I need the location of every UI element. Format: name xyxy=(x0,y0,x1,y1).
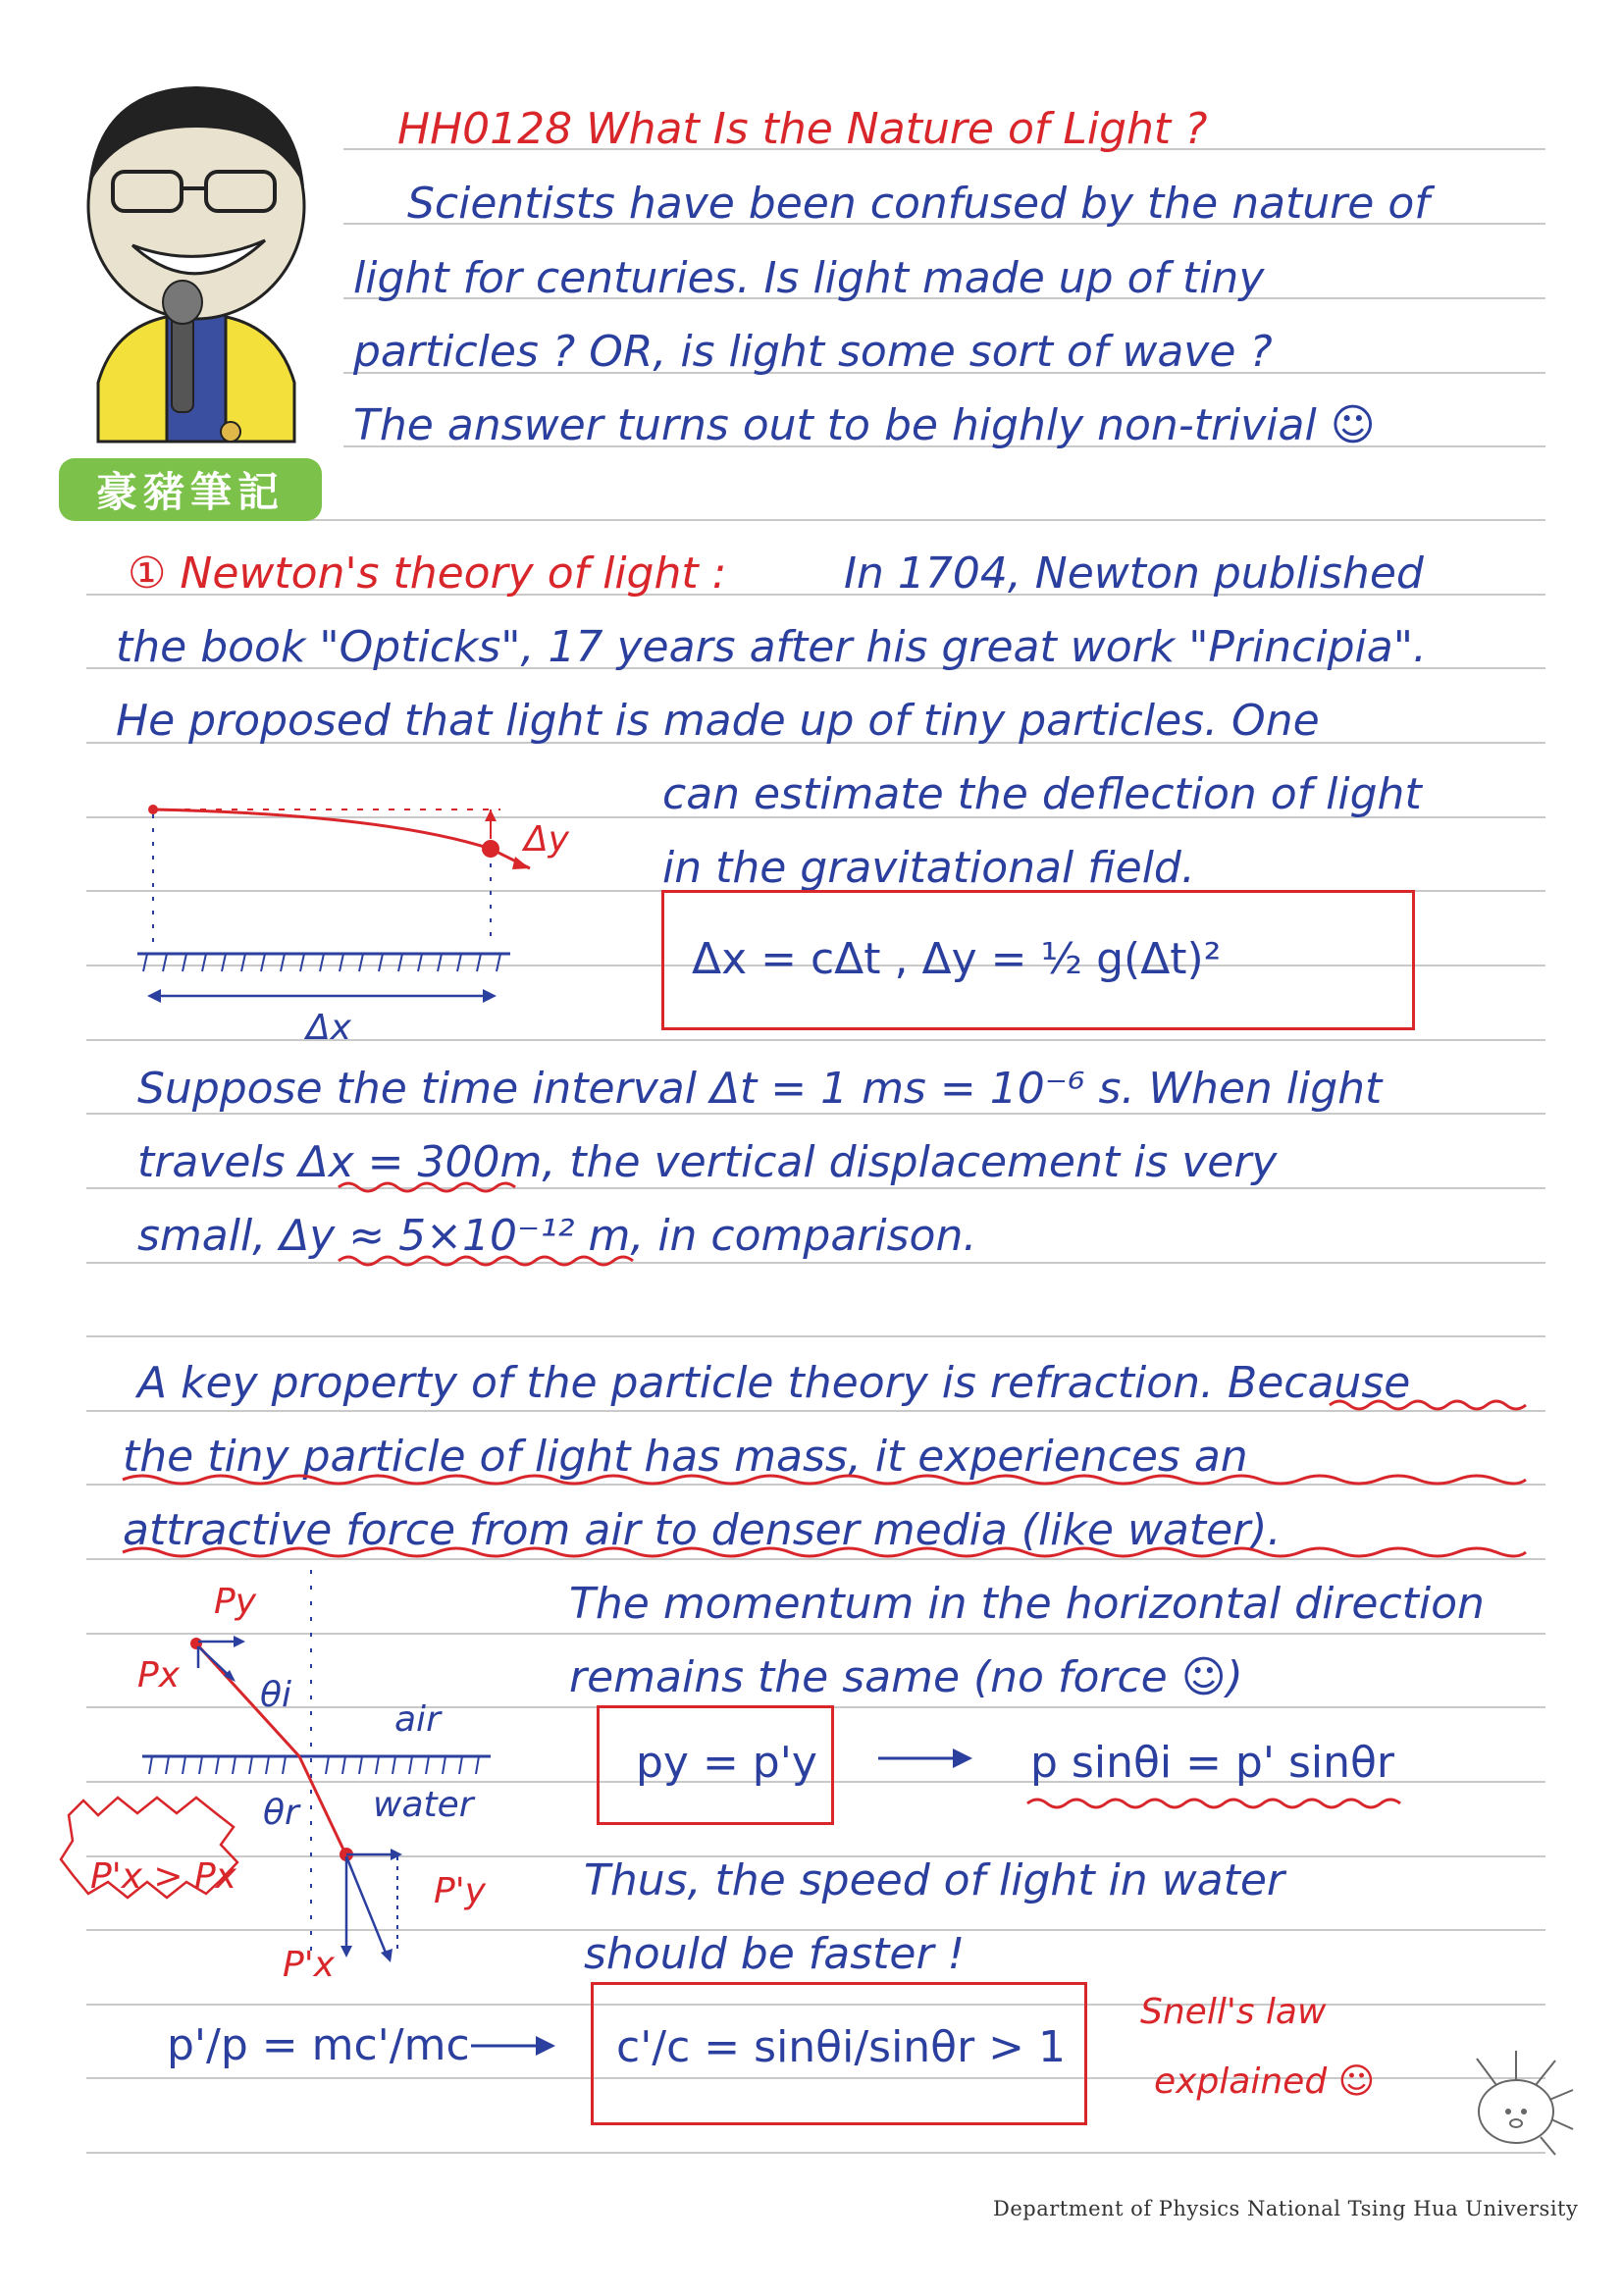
implies-arrow-2 xyxy=(469,2034,557,2058)
px-prime-label: P'x xyxy=(283,1945,335,1985)
py-prime-label: P'y xyxy=(434,1871,486,1911)
section2-line-3: attractive force from air to denser media (like water). xyxy=(123,1505,1282,1555)
intro-line-4: The answer turns out to be highly non-trivial ☺ xyxy=(353,400,1376,450)
page-title: HH0128 What Is the Nature of Light ? xyxy=(397,104,1208,154)
snell-note-line-2: explained ☺ xyxy=(1154,2061,1376,2102)
theta-i-label: θi xyxy=(260,1675,292,1715)
hedgehog-doodle xyxy=(1457,2041,1575,2159)
momentum-comparison-burst: P'x > Px xyxy=(90,1856,236,1897)
speed-ratio-equation: c'/c = sinθi/sinθr > 1 xyxy=(616,2022,1067,2072)
section2-underlines xyxy=(118,1393,1531,1560)
section1-line-3: He proposed that light is made up of tiny particles. One xyxy=(116,696,1320,746)
speed-line-1: Thus, the speed of light in water xyxy=(584,1855,1285,1905)
delta-x-label: Δx xyxy=(306,1008,351,1048)
notes-badge: 豪豬筆記 xyxy=(59,458,322,521)
section1-line-1: In 1704, Newton published xyxy=(844,548,1424,599)
intro-line-1: Scientists have been confused by the nature of xyxy=(407,179,1430,229)
speed-line-2: should be faster ! xyxy=(584,1929,966,1979)
theta-r-label: θr xyxy=(263,1793,299,1833)
section2-line-2: the tiny particle of light has mass, it experiences an xyxy=(123,1432,1248,1482)
intro-line-2: light for centuries. Is light made up of tiny xyxy=(353,253,1265,303)
momentum-equation: py = p'y xyxy=(636,1738,817,1788)
water-label: water xyxy=(373,1785,474,1825)
kinematics-formula: Δx = cΔt , Δy = ½ g(Δt)² xyxy=(692,934,1222,984)
example-underlines xyxy=(334,1177,726,1295)
section1-line-5: in the gravitational field. xyxy=(662,843,1195,893)
example-line-1: Suppose the time interval Δt = 1 ms = 10⁻⁶ s. When light xyxy=(137,1064,1383,1114)
air-label: air xyxy=(394,1699,441,1740)
section1-heading: ① Newton's theory of light : xyxy=(128,548,727,599)
section1-line-2: the book "Opticks", 17 years after his great work "Principia". xyxy=(116,622,1427,672)
snell-underline xyxy=(1025,1794,1438,1813)
deflection-diagram xyxy=(137,795,569,1040)
py-label: Py xyxy=(214,1582,257,1622)
section2-line-1: A key property of the particle theory is refraction. Because xyxy=(137,1358,1411,1408)
delta-y-label: Δy xyxy=(524,819,569,860)
intro-line-3: particles ? OR, is light some sort of wave ? xyxy=(353,327,1273,377)
implies-arrow-1 xyxy=(876,1747,974,1770)
momentum-line-1: The momentum in the horizontal direction xyxy=(569,1579,1485,1629)
snell-equation: p sinθi = p' sinθr xyxy=(1030,1738,1394,1788)
snell-note-line-1: Snell's law xyxy=(1140,1992,1327,2032)
footer-department: Department of Physics National Tsing Hua University xyxy=(993,2197,1579,2220)
mascot-illustration xyxy=(59,69,334,461)
momentum-line-2: remains the same (no force ☺) xyxy=(569,1652,1243,1702)
section1-line-4: can estimate the deflection of light xyxy=(662,769,1422,819)
example-line-2: travels Δx = 300m, the vertical displacement is very xyxy=(137,1137,1278,1187)
example-line-3: small, Δy ≈ 5×10⁻¹² m, in comparison. xyxy=(137,1211,977,1261)
refraction-diagram xyxy=(59,1570,550,1985)
px-label: Px xyxy=(137,1655,181,1696)
momentum-ratio: p'/p = mc'/mc xyxy=(167,2020,470,2070)
